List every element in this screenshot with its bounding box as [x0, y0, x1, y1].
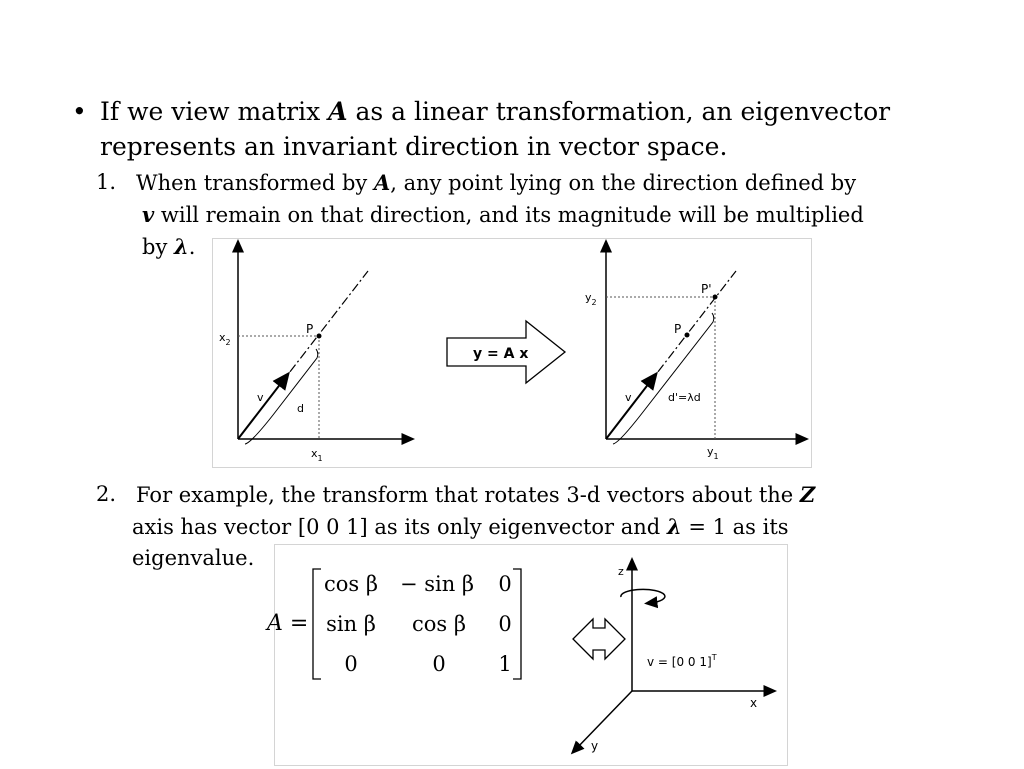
left-point-p: [317, 334, 322, 339]
item2-text-c: = 1 as its: [681, 515, 789, 539]
bullet-var-a: A: [328, 97, 348, 126]
bullet-line1-a: If we view matrix: [100, 97, 329, 126]
left-label-p: P: [306, 322, 314, 336]
matrix-cell: 0: [498, 572, 512, 596]
item2-text-a: For example, the transform that rotates 3-d vectors about the: [136, 483, 800, 507]
left-label-x2: $x_2$: [219, 331, 231, 347]
matrix-cell: 0: [432, 652, 446, 676]
rotation-figure-svg: [267, 545, 787, 765]
transform-arrow: [447, 321, 565, 383]
matrix-cell: − sin β: [399, 572, 475, 596]
item1-text-a: When transformed by: [136, 171, 374, 195]
item1-var-a: A: [373, 170, 391, 195]
y-axis-label: y: [591, 739, 599, 753]
matrix-lhs: A =: [267, 611, 309, 636]
left-label-v: v: [257, 391, 264, 404]
rotation-matrix: [265, 569, 521, 679]
bullet-line2: represents an invariant direction in vector space.: [100, 132, 728, 161]
item1-var-v: v: [142, 202, 155, 227]
item1-text-d: by: [142, 235, 174, 259]
item1-text-c: will remain on that direction, and its magnitude will be multiplied: [154, 203, 864, 227]
x-axis-label: x: [750, 696, 758, 710]
list-item-1-number: 1.: [96, 170, 117, 194]
matrix-cell: 1: [498, 652, 512, 676]
item2-var-z: Z: [799, 482, 816, 507]
right-label-p: P: [674, 322, 682, 336]
matrix-left-bracket: [313, 569, 321, 679]
rotation-arrow-icon: [621, 589, 665, 603]
matrix-right-bracket: [513, 569, 521, 679]
right-label-p-prime: P': [701, 282, 712, 296]
list-item-2-number: 2.: [96, 482, 117, 506]
bullet-line1-b: as a linear transformation, an eigenvector: [347, 97, 891, 126]
matrix-cell: 0: [498, 612, 512, 636]
eigenvector-diagram-svg: [213, 239, 811, 467]
right-d-brace: [613, 313, 714, 444]
right-label-y1: $y_1$: [707, 445, 719, 461]
right-label-d-prime: d'=λd: [668, 391, 701, 404]
rotation-figure: [267, 544, 788, 766]
left-plot: [219, 245, 409, 463]
left-d-brace: [245, 349, 318, 444]
z-axis-label: z: [618, 565, 624, 578]
item2-var-lambda: λ: [666, 514, 682, 539]
bullet-text: [100, 94, 960, 164]
eigenvector-diagram: [212, 238, 812, 468]
right-label-y2: $y_2$: [585, 291, 597, 307]
right-point-p-prime: [713, 295, 718, 300]
equivalence-double-arrow-icon: [573, 619, 625, 659]
item1-text-b: , any point lying on the direction defined by: [390, 171, 857, 195]
matrix-cell: sin β: [326, 612, 376, 636]
matrix-cell: cos β: [324, 572, 378, 596]
item2-text-b: axis has vector [0 0 1] as its only eigenvector and: [132, 515, 667, 539]
right-plot: [585, 245, 803, 461]
item1-var-lambda: λ: [173, 234, 189, 259]
matrix-cell: cos β: [412, 612, 466, 636]
left-label-d: d: [297, 402, 304, 415]
left-label-x1: $x_1$: [311, 447, 323, 463]
vector-label: v = [0 0 1]$^T$: [647, 653, 717, 669]
transform-arrow-label: y = A x: [473, 346, 529, 362]
y-axis: [575, 691, 632, 750]
bullet-symbol: •: [72, 97, 87, 126]
item1-text-e: .: [188, 235, 196, 259]
item2-text-d: eigenvalue.: [132, 546, 255, 570]
matrix-cell: 0: [344, 652, 358, 676]
right-label-v: v: [625, 391, 632, 404]
right-point-p: [685, 333, 690, 338]
